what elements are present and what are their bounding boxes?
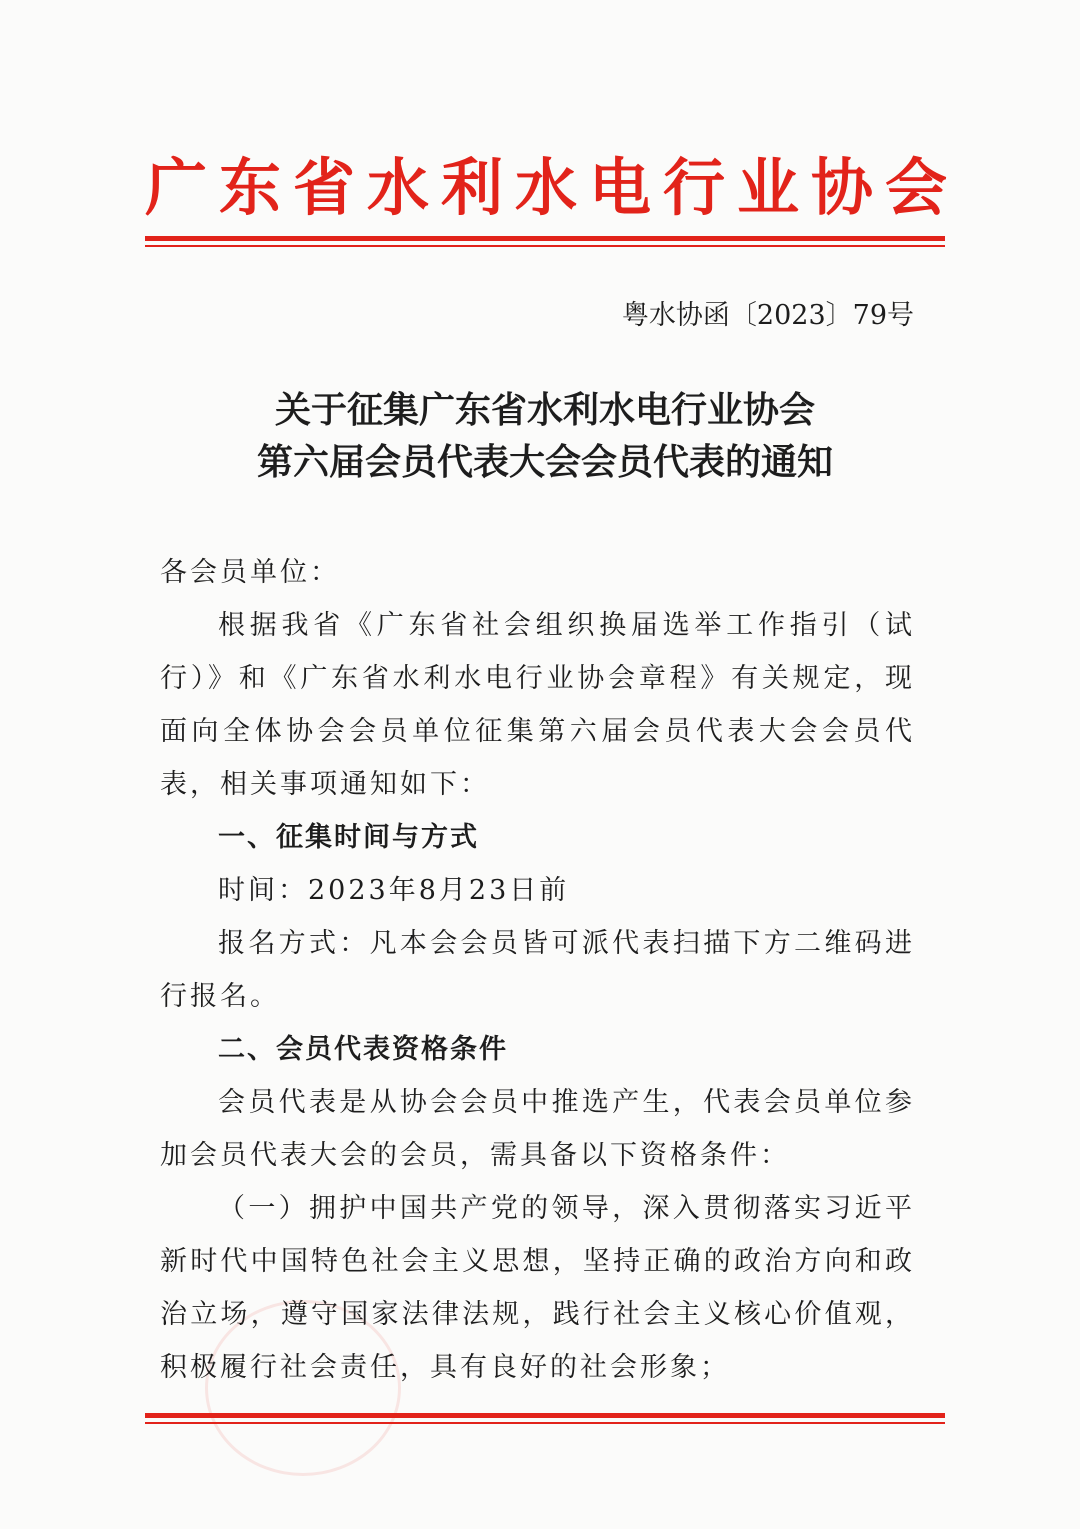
section-1-time: 时间：2023年8月23日前 (218, 875, 570, 906)
section-2-item-1: （一）拥护中国共产党的领导，深入贯彻落实习近平新时代中国特色社会主义思想，坚持正确的政治方向和政治立场，遵守国家法律法规，践行社会主义核心价值观，积极履行社会责任，具有良好的社会形象； (160, 1193, 915, 1383)
document-body (160, 546, 915, 1394)
salutation: 各会员单位： (160, 557, 340, 588)
letterhead-org-name: 广东省水利水电行业协会 (145, 151, 960, 224)
document-title-line-2: 第六届会员代表大会会员代表的通知 (256, 441, 833, 483)
document-title-line-1: 关于征集广东省水利水电行业协会 (274, 389, 815, 431)
red-rule-thick (145, 236, 945, 241)
footer-red-rule (145, 1413, 945, 1424)
section-2-heading: 二、会员代表资格条件 (218, 1034, 508, 1065)
red-rule-thin (145, 245, 945, 247)
section-1-heading: 一、征集时间与方式 (218, 822, 479, 853)
section-2-intro: 会员代表是从协会会员中推选产生，代表会员单位参加会员代表大会的会员，需具备以下资格条件： (160, 1087, 915, 1171)
section-1-method: 报名方式：凡本会会员皆可派代表扫描下方二维码进行报名。 (160, 928, 915, 1012)
document-title (140, 384, 950, 488)
footer-rule-thin (145, 1422, 945, 1424)
footer-rule-thick (145, 1413, 945, 1418)
letterhead-red-rule (145, 236, 945, 247)
intro-paragraph: 根据我省《广东省社会组织换届选举工作指引（试行）》和《广东省水利水电行业协会章程》有关规定，现面向全体协会会员单位征集第六届会员代表大会会员代表，相关事项通知如下： (160, 610, 915, 800)
document-reference-number: 粤水协函〔2023〕79号 (621, 300, 914, 331)
